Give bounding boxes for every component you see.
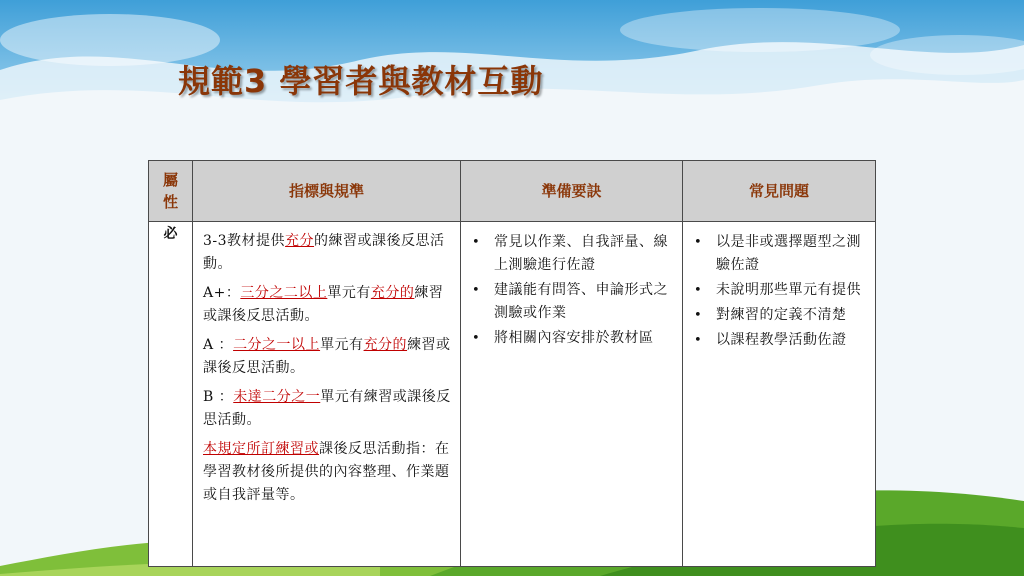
list-item	[684, 231, 864, 277]
list-item	[684, 304, 864, 327]
criteria-highlight: 充分的	[363, 337, 408, 353]
criteria-text: 單元有	[327, 285, 371, 301]
table-row	[149, 222, 876, 567]
criteria-highlight: 二分之一以上	[233, 337, 321, 353]
bullet-icon: •	[694, 283, 703, 298]
bullet-icon: •	[694, 333, 703, 348]
criteria-paragraph-4	[203, 386, 452, 432]
list-item	[462, 279, 671, 325]
bullet-icon: •	[694, 235, 703, 250]
list-item-text: 以是非或選擇題型之測驗佐證	[716, 234, 861, 273]
criteria-paragraph-1	[203, 230, 452, 276]
preparation-list	[462, 223, 681, 350]
criteria-highlight: 三分之二以上	[240, 285, 328, 301]
criteria-paragraph-2	[203, 282, 452, 328]
list-item-text: 未說明那些單元有提供	[716, 282, 861, 298]
criteria-text: 課後反思活動指：在學習教材後所提供的內容整理、作業題或自我評量等。	[203, 441, 450, 503]
criteria-text: 練習或課後反思活動。	[203, 285, 444, 324]
bullet-icon: •	[694, 308, 703, 323]
list-item	[684, 329, 864, 352]
criteria-paragraph-3	[203, 334, 452, 380]
criteria-highlight: 充分的	[370, 285, 415, 301]
standards-table	[148, 160, 876, 567]
list-item	[684, 279, 864, 302]
header-attribute-char-1: 屬	[162, 171, 178, 189]
header-preparation: 準備要訣	[461, 161, 683, 222]
list-item	[462, 231, 671, 277]
header-attribute	[149, 161, 193, 222]
criteria-highlight: 本規定所訂練習或	[203, 441, 319, 457]
header-criteria: 指標與規準	[193, 161, 461, 222]
slide-title: 規範3 學習者與教材互動	[178, 62, 544, 100]
list-item	[462, 327, 671, 350]
criteria-text: 單元有練習或課後反思活動。	[203, 389, 451, 428]
criteria-text: 單元有	[320, 337, 364, 353]
criteria-cell	[193, 222, 461, 567]
criteria-paragraph-5	[203, 438, 452, 507]
bullet-icon: •	[472, 283, 481, 298]
list-item-text: 對練習的定義不清楚	[716, 307, 847, 323]
list-item-text: 常見以作業、自我評量、線上測驗進行佐證	[494, 234, 668, 273]
table-header-row	[149, 161, 876, 222]
attribute-value: 必	[149, 222, 193, 567]
criteria-text: 練習或課後反思活動。	[203, 337, 451, 376]
criteria-text: A ：	[203, 337, 234, 353]
criteria-highlight: 充分	[285, 233, 315, 249]
criteria-text: B ：	[203, 389, 234, 405]
list-item-text: 建議能有問答、申論形式之測驗或作業	[494, 282, 668, 321]
criteria-text: 的練習或課後反思活動。	[203, 233, 445, 272]
problems-cell	[683, 222, 876, 567]
bullet-icon: •	[472, 235, 481, 250]
problems-list	[684, 223, 874, 352]
list-item-text: 將相關內容安排於教材區	[494, 330, 654, 346]
preparation-cell	[461, 222, 683, 567]
criteria-text: A+：	[203, 285, 241, 301]
criteria-text: 3-3教材提供	[203, 233, 286, 249]
header-attribute-char-2: 性	[162, 193, 178, 211]
bullet-icon: •	[472, 331, 481, 346]
header-problems: 常見問題	[683, 161, 876, 222]
list-item-text: 以課程教學活動佐證	[716, 332, 847, 348]
criteria-highlight: 未達二分之一	[233, 389, 321, 405]
